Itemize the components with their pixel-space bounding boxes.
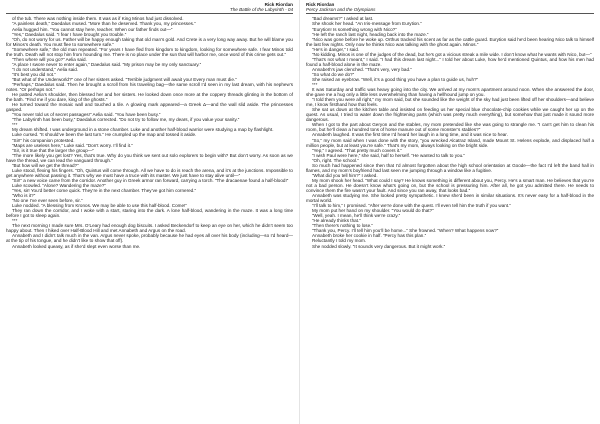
paragraph: She raised an eyebrow. “Well, it’s a good thing you have a plan to guide us, huh?”: [312, 76, 479, 82]
paragraph: She sat us down at the kitchen table and insisted on feeding us her special blue chocolate-chip cookies while we caught her up on the quest. As usual, I tried to water down the frightening parts (which was pretty much everything), but somehow that just made it sound more dangerous.: [306, 107, 594, 123]
paragraph: “Oh, right. The school.”: [312, 157, 359, 163]
right-page-header: [306, 2, 594, 14]
paragraph: “So,” my mom said when I was done with the story, “you wrecked Alcatraz Island, made Mount St. Helens explode, and displaced half a million people, but at least you’re safe.” That’s my mom, always looking on the bright side.: [306, 137, 594, 148]
paragraph: “No one I’ve ever seen before, sir.”: [12, 198, 83, 204]
paragraph: “Nico was gone before he woke up. Orthus tracked his scent as far as the cattle guard. Eurytion said he’d been hearing Nico talk to himself the last few nights. Only now he thinks Nico was talking with the ghost again. Minos.”: [306, 36, 594, 47]
paragraph: He turned toward the mosaic wall and touched a tile. A glowing mark appeared—a Greek Δ—and the wall slid aside. The princesses gasped.: [6, 102, 293, 113]
paragraph: “The Labyrinth has been busy,” Daedalus corrected. “Do not try to follow me, my dears, if you value your sanity.”: [12, 117, 240, 123]
paragraph: So much had happened since then that I’d almost forgotten about the high school orientation at Goode—the fact I’d left the band hall in flames, and my mom’s boyfriend had last seen me jumping through a window like a fugitive.: [306, 162, 594, 173]
paragraph: “I do not understand,” Aelia said.: [12, 66, 79, 72]
paragraph: “You never told us of secret passages!” Aelia said. “You have been busy.”: [12, 112, 161, 118]
paragraph: “Sir, is it true that the larger the group—”: [12, 147, 94, 153]
paragraph: They ran down the corridor, and I woke with a start, staring into the dark. A lone half-blood, wandering in the maze. It was a long time before I got to sleep again.: [6, 208, 293, 219]
left-page-header: [6, 2, 293, 14]
paragraph: “He already thinks that.”: [312, 218, 361, 224]
paragraph: “Yes,” Daedalus said. “I fear I have brought you trouble.”: [12, 31, 127, 37]
paragraph: “I wish Paul were here,” she said, half to herself. “He wanted to talk to you.”: [312, 152, 465, 158]
paragraph: “I’ll talk to him,” I promised. “After we’re done with the quest. I’ll even tell him the truth if you want.”: [312, 203, 511, 209]
paragraph: “Then there’s nothing to lose.”: [312, 223, 373, 229]
paragraph: “A painless death,” Daedalus mused. “More than he deserved. Thank you, my princesses.”: [12, 21, 196, 27]
paragraph: “Who is it?”: [12, 193, 36, 199]
paragraph: “Yes, sir! You’d better come quick. They’re in the next chamber. They’ve got him cornered.”: [12, 188, 197, 193]
paragraph: Annabeth’s jaw clenched. “That’s very, very bad.”: [312, 66, 412, 72]
paragraph: My mom shook her head. “What could I say? He knows something is different about you, Percy. He’s a smart man. He believes that you’re not a bad person. He doesn’t know what’s going on, but the school is pressuring him. After all, he got you admitted there. He needs to convince them the fire wasn’t your fault. And since you ran away, that looks bad.”: [306, 177, 594, 193]
paragraph: The next morning I made sure Mrs. O’Leary had enough dog biscuits. I asked Beckendorf to keep an eye on her, which he didn’t seem too happy about. Then I hiked over Half-Blood Hill and met Annabeth and Argus on the road.: [6, 223, 293, 234]
paragraph: “Yep,” I agreed. “That pretty much covers it.”: [312, 147, 402, 153]
paragraph: Luke stood, flexing his fingers. “Oh, Quintus will come through. All we have to do is reach the arena, and it’s at the junctions. Impossible to get anywhere without passing it. That’s why we must have a truce with its master. We just have to stay alive until—”: [6, 167, 293, 178]
paragraph: ***: [312, 82, 318, 88]
paragraph: My mom put her hand on my shoulder. “You would do that?”: [312, 208, 434, 214]
left-page-author: Rick Riordan: [264, 2, 293, 7]
paragraph: “So what do we do?”: [312, 71, 355, 77]
paragraph: “Well, yeah. I mean, he’ll think we’re crazy.”: [312, 213, 401, 219]
paragraph: Annabeth broke her cookie in half. “Percy has this plan.”: [312, 233, 427, 239]
paragraph: “But how will we get the thread?”: [12, 162, 79, 168]
paragraph: “Maps are useless here,” Luke said. “Don’t worry. I’ll find it.”: [12, 142, 133, 148]
paragraph: “Eurytion! Is something wrong with Nico?”: [312, 26, 397, 32]
paragraph: “Perhaps,” Daedalus said. Then he brought a scroll from his traveling bag—the same scroll I’d seen in my last dream, with his nephew’s notes. “Or perhaps not.”: [6, 82, 293, 93]
paragraph: “He’s in danger,” I said.: [312, 46, 360, 52]
paragraph: “What did you tell him?” I asked.: [312, 172, 378, 178]
right-page: [300, 0, 600, 424]
paragraph: “The more likely you get lost? Yes, that’s true. Why do you think we sent out solo explorers to begin with? But don’t worry. As soon as we have the thread, we can lead the vanguard through.”: [6, 152, 293, 163]
right-page-title: Percy Jackson and the Olympians: [306, 7, 376, 13]
paragraph: Aelia hugged him. “You cannot stay here, teacher. When our father finds out—”: [12, 26, 173, 32]
paragraph: “Somewhere safe,” the old man repeated. “For years I have fled from kingdom to kingdom, looking for somewhere safe. I fear Minos told the truth. Death will not stop him from hounding me. There is no place under the sun that will harbor me, once word of this crime gets out.”: [6, 46, 293, 57]
right-page-author: Rick Riordan: [306, 2, 335, 7]
paragraph: “No kidding. Minos is one of the judges of the dead, but he’s got a vicious streak a mile wide. I don’t know what he wants with Nico, but—”: [312, 51, 592, 57]
paragraph: Luke cursed. “It should’ve been the last turn.” He crumpled up the map and tossed it aside.: [12, 132, 197, 138]
paragraph: “He left the ranch last night, heading back into the maze.”: [312, 31, 429, 37]
paragraph: “Sir!” his companion protested.: [12, 137, 75, 143]
paragraph: “I told them you were all right,” my mom said, but she sounded like the weight of the sky had just been lifted off her shoulders—and believe me, I know firsthand how that feels.: [306, 97, 594, 108]
paragraph: “A place I swore never to enter again,” Daedalus said. “My prison may be my only sanctuary.”: [12, 61, 202, 67]
paragraph: “Oh, do not worry for us. Father will be happy enough taking that old man’s gold. And Crete is a very long way away. But he will blame you for Minos’s death. You must flee to somewhere safe.”: [6, 36, 293, 47]
paragraph: It was Saturday and traffic was heavy going into the city. We arrived at my mom’s apartment around noon. When she answered the door, she gave me a hug only a little less overwhelming than having a hellhound jump on you.: [306, 87, 594, 98]
paragraph: Annabeth and I didn’t talk much in the van. Argus never spoke, probably because he had eyes all over his body (including—so I’d heard—at the tip of his tongue, and he didn’t like to show that off).: [6, 233, 293, 244]
paragraph: When I got to the part about Geryon and the stables, my mom pretended like she was going to strangle me. “I can’t get him to clean his room, but he’ll clean a hundred tons of horse manure out of some monster’s stables?”: [306, 122, 594, 133]
paragraph: “But what of the Underworld?” one of her sisters asked. “Terrible judgment will await you! Every man must die.”: [12, 76, 237, 82]
left-page-body: [6, 16, 293, 248]
paragraph: Annabeth was studying me. She looked pretty sympathetic. I knew she’d been in similar situations. It’s never easy for a half-blood in the mortal world.: [306, 193, 594, 204]
paragraph: “Then where will you go?” Aelia said.: [12, 56, 87, 62]
paragraph: ***: [12, 122, 18, 128]
paragraph: “Sir!” a new voice came from the corridor. Another guy in Greek armor ran forward, carrying a torch. “The dracaenae found a half-blood!”: [12, 177, 289, 183]
paragraph: She nodded slowly. “It sounds very dangerous. But it might work.”: [312, 243, 446, 249]
paragraph: Reluctantly I told my mom.: [312, 238, 367, 244]
paragraph: Annabeth laughed. It was the first time I’d heard her laugh in a long time, and it was nice to hear.: [312, 132, 508, 138]
paragraph: ***: [12, 218, 18, 224]
paragraph: “Thank you, Percy. I’ll tell him you’ll be home...” She frowned. “When? What happens now?”: [312, 228, 499, 234]
left-page-title: The Battle of the Labyrinth - 04: [229, 7, 293, 13]
paragraph: Luke nodded. “A blessing from Kronos. We may be able to use this half-blood. Come!”: [12, 203, 187, 209]
paragraph: He patted Aelia’s shoulder, then blessed her and her sisters. He looked down once more at the coppery threads glinting in the bottom of the bath. “Find me if you dare, king of the ghosts.”: [6, 92, 293, 103]
right-page-body: [306, 16, 594, 248]
paragraph: Annabeth looked queasy, as if she’d slept even worse than me.: [12, 243, 141, 249]
paragraph: “That’s not what I meant,” I said. “I had this dream last night...” I told her about Luke, how he’d mentioned Quintus, and how his men had found a half-blood alone in the maze.: [306, 56, 594, 67]
paragraph: “Bad dreams?” I asked at last.: [312, 16, 374, 22]
paragraph: “It’s best you did not.”: [12, 71, 56, 77]
paragraph: My dream shifted. I was underground in a stone chamber. Luke and another half-blood warrior were studying a map by flashlight.: [12, 127, 274, 133]
paragraph: Luke scowled. “Alone? Wandering the maze?”: [12, 182, 106, 188]
paragraph: of the tub. There was nothing inside them. It was as if King Minos had just dissolved.: [12, 16, 184, 22]
paragraph: She shook her head. “An Iris-message from Eurytion.”: [312, 21, 422, 27]
